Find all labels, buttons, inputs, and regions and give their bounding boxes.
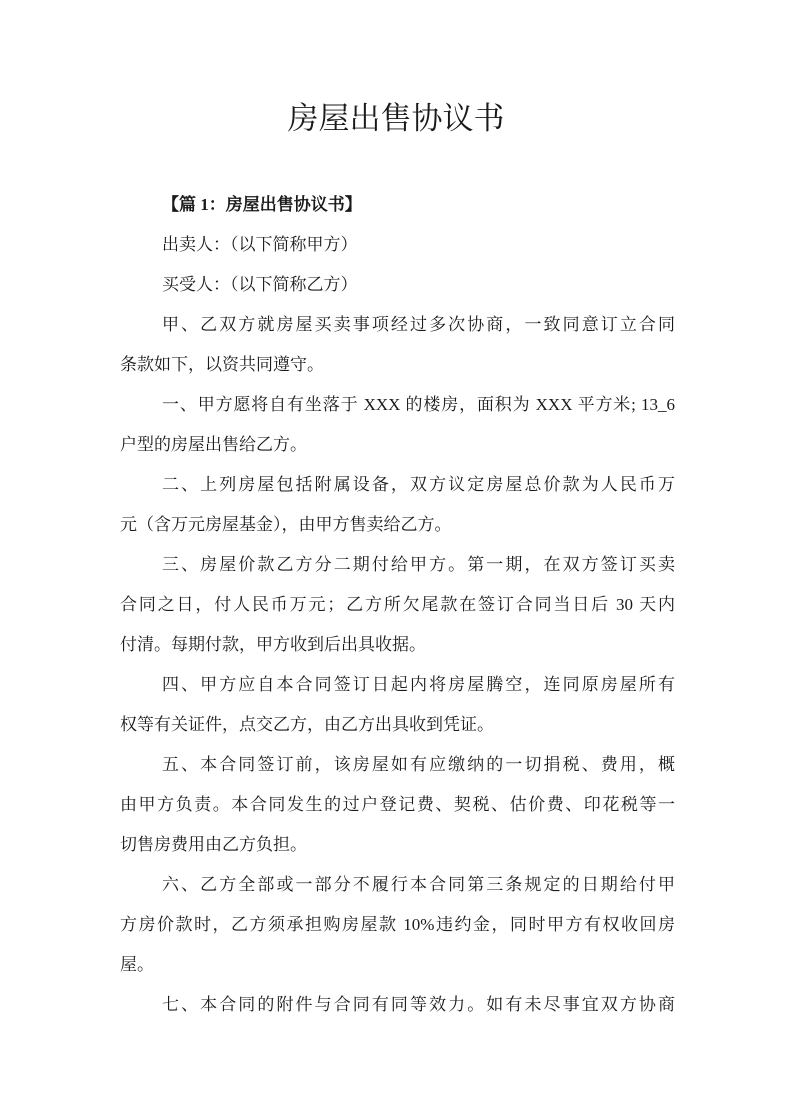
text-line: 屋。	[120, 955, 154, 974]
text-line: 【篇 1：房屋出售协议书】	[162, 195, 362, 214]
text-line: 六、乙方全部或一部分不履行本合同第三条规定的日期给付甲	[162, 875, 675, 894]
text-line: 权等有关证件，点交乙方，由乙方出具收到凭证。	[120, 715, 494, 734]
text-line: 元（含万元房屋基金），由甲方售卖给乙方。	[120, 515, 452, 534]
text-line: 四、甲方应自本合同签订日起内将房屋腾空，连同原房屋所有	[162, 675, 675, 694]
text-line: 户型的房屋出售给乙方。	[120, 435, 307, 454]
text-line: 付清。每期付款，甲方收到后出具收据。	[120, 635, 426, 654]
text-line: 买受人：（以下简称乙方）	[162, 275, 358, 294]
text-line: 由甲方负责。本合同发生的过户登记费、契税、估价费、印花税等一	[120, 795, 675, 814]
document-body	[120, 185, 675, 1025]
text-line: 三、房屋价款乙方分二期付给甲方。第一期，在双方签订买卖	[162, 555, 675, 574]
text-line: 条款如下，以资共同遵守。	[120, 355, 324, 374]
text-line: 五、本合同签订前，该房屋如有应缴纳的一切捐税、费用，概	[162, 755, 675, 774]
text-line: 甲、乙双方就房屋买卖事项经过多次协商，一致同意订立合同	[162, 315, 675, 334]
document-title: 房屋出售协议书	[287, 101, 505, 136]
text-line: 出卖人：（以下简称甲方）	[162, 235, 358, 254]
text-line: 一、甲方愿将自有坐落于 XXX 的楼房，面积为 XXX 平方米; 13_6	[162, 395, 675, 414]
text-line: 方房价款时，乙方须承担购房屋款 10%违约金，同时甲方有权收回房	[120, 915, 675, 934]
text-line: 二、上列房屋包括附属设备，双方议定房屋总价款为人民币万	[162, 475, 675, 494]
text-line: 切售房费用由乙方负担。	[120, 835, 307, 854]
text-line: 七、本合同的附件与合同有同等效力。如有未尽事宜双方协商	[162, 995, 675, 1014]
text-line: 合同之日，付人民币万元；乙方所欠尾款在签订合同当日后 30 天内	[120, 595, 675, 614]
